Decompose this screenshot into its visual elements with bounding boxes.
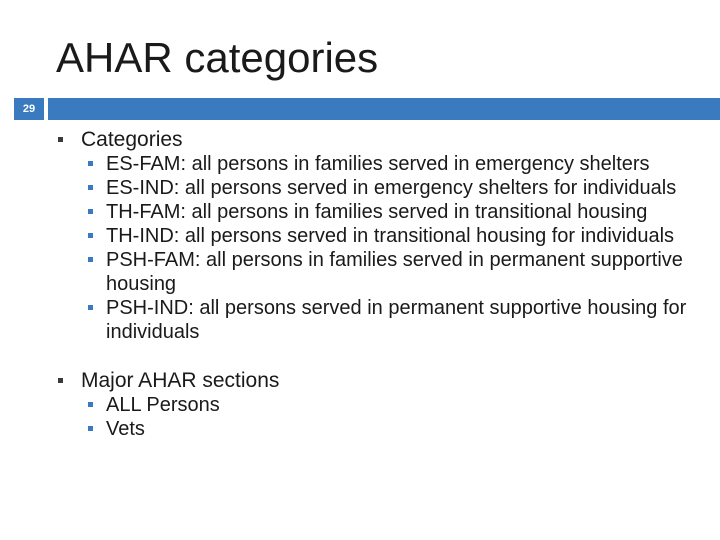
- section-heading: Major AHAR sections: [81, 369, 280, 392]
- list-item-text: Vets: [106, 418, 145, 440]
- square-bullet-icon: [58, 137, 63, 142]
- list-item-text: ES-IND: all persons served in emergency shelters for individuals: [106, 177, 677, 199]
- square-bullet-icon: [58, 378, 63, 383]
- list-item: [81, 176, 706, 200]
- list-item-text: ES-FAM: all persons in families served in emergency shelters: [106, 153, 650, 175]
- list-item-text: TH-FAM: all persons in families served in transitional housing: [106, 201, 648, 223]
- square-bullet-icon: [88, 402, 93, 407]
- title-rule-bar: [48, 98, 720, 120]
- square-bullet-icon: [88, 209, 93, 214]
- square-bullet-icon: [88, 305, 93, 310]
- list-item: [81, 393, 706, 417]
- square-bullet-icon: [88, 257, 93, 262]
- section-heading: Categories: [81, 128, 183, 151]
- slide-title: AHAR categories: [56, 34, 379, 81]
- list-item-text: PSH-IND: all persons served in permanent supportive housing for individuals: [106, 297, 687, 343]
- list-item: [81, 296, 706, 344]
- sub-bullet-list: [81, 393, 706, 441]
- square-bullet-icon: [88, 233, 93, 238]
- section-major-ahar-sections: [56, 369, 706, 441]
- list-item: [81, 417, 706, 441]
- list-item-text: TH-IND: all persons served in transitional housing for individuals: [106, 225, 675, 247]
- list-item-text: ALL Persons: [106, 394, 220, 416]
- bullet-content: [56, 128, 706, 441]
- slide-number: 29: [14, 98, 44, 120]
- square-bullet-icon: [88, 161, 93, 166]
- list-item: [81, 152, 706, 176]
- list-item: [81, 248, 706, 296]
- list-item: [81, 200, 706, 224]
- sub-bullet-list: [81, 152, 706, 344]
- list-item: [81, 224, 706, 248]
- section-categories: [56, 128, 706, 344]
- square-bullet-icon: [88, 426, 93, 431]
- square-bullet-icon: [88, 185, 93, 190]
- list-item-text: PSH-FAM: all persons in families served in permanent supportive housing: [106, 249, 683, 295]
